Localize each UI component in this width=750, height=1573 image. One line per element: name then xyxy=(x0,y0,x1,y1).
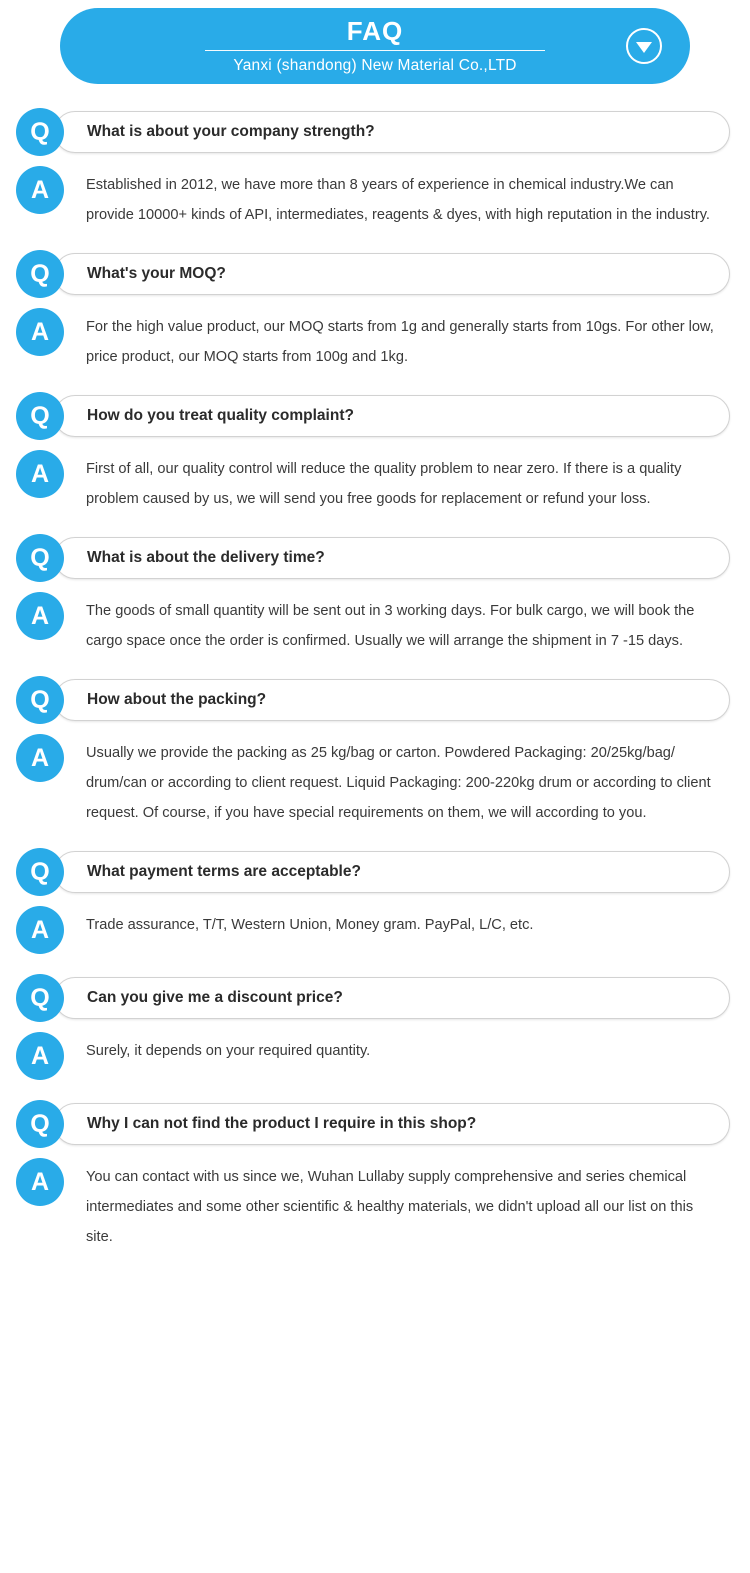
answer-text: For the high value product, our MOQ starts from 1g and generally starts from 10gs. For other low, price product, our MOQ starts from 100g and 1kg. xyxy=(86,319,714,365)
question-pill[interactable] xyxy=(54,977,730,1019)
question-badge: Q xyxy=(16,848,64,896)
question-text: What is about your company strength? xyxy=(87,122,375,140)
answer-text: Surely, it depends on your required quantity. xyxy=(86,1043,371,1059)
question-text: How about the packing? xyxy=(87,690,267,708)
answer-badge: A xyxy=(16,592,64,640)
question-badge: Q xyxy=(16,534,64,582)
question-pill[interactable] xyxy=(54,851,730,893)
question-pill[interactable] xyxy=(54,253,730,295)
answer-badge: A xyxy=(16,1032,64,1080)
answer-text: You can contact with us since we, Wuhan Lullaby supply comprehensive and series chemical intermediates and some other scientific & healthy materials, we didn't upload all our list on this site. xyxy=(86,1169,694,1245)
question-pill[interactable] xyxy=(54,111,730,153)
answer-badge: A xyxy=(16,166,64,214)
question-row[interactable] xyxy=(16,1100,730,1148)
question-badge: Q xyxy=(16,108,64,156)
company-name: Yanxi (shandong) New Material Co.,LTD xyxy=(233,57,517,75)
answer-text: The goods of small quantity will be sent out in 3 working days. For bulk cargo, we will book the cargo space once the order is confirmed. Usually we will arrange the shipment in 7 -15 days. xyxy=(86,603,695,649)
faq-list xyxy=(0,84,750,1302)
question-row[interactable] xyxy=(16,534,730,582)
question-text: Why I can not find the product I require in this shop? xyxy=(87,1114,477,1132)
answer-text: Usually we provide the packing as 25 kg/bag or carton. Powdered Packaging: 20/25kg/bag/ drum/can or according to client request. Liquid Packaging: 200-220kg drum or according to client request. Of course, if you have special requirements on them, we will according to you. xyxy=(86,745,711,821)
question-badge: Q xyxy=(16,392,64,440)
header-wrapper xyxy=(0,0,750,84)
question-pill[interactable] xyxy=(54,1103,730,1145)
faq-item xyxy=(16,974,730,1080)
question-pill[interactable] xyxy=(54,395,730,437)
question-row[interactable] xyxy=(16,676,730,724)
answer-row xyxy=(16,590,730,656)
answer-row xyxy=(16,164,730,230)
question-row[interactable] xyxy=(16,848,730,896)
question-badge: Q xyxy=(16,1100,64,1148)
question-row[interactable] xyxy=(16,974,730,1022)
question-text: What payment terms are acceptable? xyxy=(87,862,361,880)
answer-row xyxy=(16,732,730,828)
answer-row xyxy=(16,448,730,514)
faq-item xyxy=(16,1100,730,1252)
faq-item xyxy=(16,250,730,372)
question-text: How do you treat quality complaint? xyxy=(87,406,354,424)
faq-item xyxy=(16,108,730,230)
question-text: What is about the delivery time? xyxy=(87,548,325,566)
answer-row xyxy=(16,306,730,372)
question-row[interactable] xyxy=(16,108,730,156)
answer-text: Trade assurance, T/T, Western Union, Money gram. PayPal, L/C, etc. xyxy=(86,917,534,933)
question-pill[interactable] xyxy=(54,537,730,579)
question-row[interactable] xyxy=(16,392,730,440)
answer-row xyxy=(16,1030,730,1080)
answer-badge: A xyxy=(16,308,64,356)
question-row[interactable] xyxy=(16,250,730,298)
faq-item xyxy=(16,676,730,828)
answer-row xyxy=(16,1156,730,1252)
answer-badge: A xyxy=(16,906,64,954)
faq-item xyxy=(16,392,730,514)
chevron-down-triangle xyxy=(636,42,652,53)
answer-badge: A xyxy=(16,734,64,782)
question-text: What's your MOQ? xyxy=(87,264,226,282)
answer-text: Established in 2012, we have more than 8 years of experience in chemical industry.We can provide 10000+ kinds of API, intermediates, reagents & dyes, with high reputation in the industry. xyxy=(86,177,710,223)
question-text: Can you give me a discount price? xyxy=(87,988,343,1006)
question-badge: Q xyxy=(16,676,64,724)
faq-item xyxy=(16,848,730,954)
chevron-down-circle-icon[interactable] xyxy=(626,28,662,64)
question-badge: Q xyxy=(16,974,64,1022)
header-divider xyxy=(205,50,545,51)
answer-row xyxy=(16,904,730,954)
answer-badge: A xyxy=(16,450,64,498)
faq-item xyxy=(16,534,730,656)
page-title: FAQ xyxy=(346,16,404,47)
faq-header-banner xyxy=(60,8,690,84)
question-pill[interactable] xyxy=(54,679,730,721)
answer-badge: A xyxy=(16,1158,64,1206)
answer-text: First of all, our quality control will reduce the quality problem to near zero. If there is a quality problem caused by us, we will send you free goods for replacement or refund your loss. xyxy=(86,461,682,507)
question-badge: Q xyxy=(16,250,64,298)
